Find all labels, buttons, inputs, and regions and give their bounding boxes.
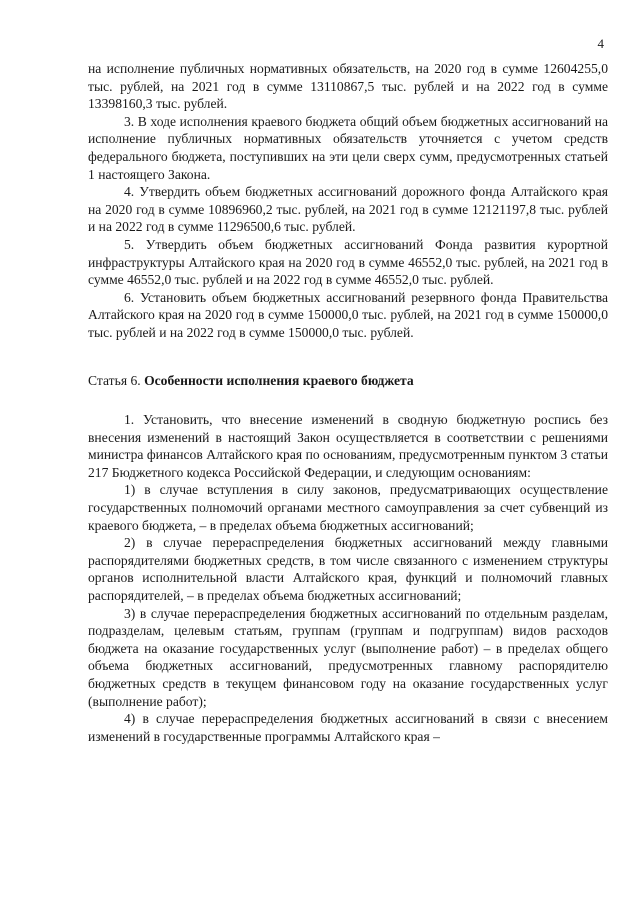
paragraph-subitem-1: 1) в случае вступления в силу законов, предусматривающих осуществление государственных полномочий органами местного самоуправления за счет субвенций из краевого бюджета, – в пределах объема бюджетных ассигнований; (88, 482, 608, 533)
paragraph-article-6-item-1: 1. Установить, что внесение изменений в сводную бюджетную роспись без внесения изменений в настоящий Закон осуществляется в соответствии с решениями министра финансов Алтайского края по основаниям, предусмотренным пунктом 3 статьи 217 Бюджетного кодекса Российской Федерации, и следующим основаниям: (88, 412, 608, 480)
page-number: 4 (597, 36, 604, 51)
paragraph-item-3: 3. В ходе исполнения краевого бюджета общий объем бюджетных ассигнований на исполнение публичных нормативных обязательств уточняется с учетом средств федерального бюджета, поступивших на эти цели сверх сумм, предусмотренных статьей 1 настоящего Закона. (88, 113, 608, 182)
article-prefix: Статья 6. (88, 372, 141, 388)
paragraph-item-5: 5. Утвердить объем бюджетных ассигнований Фонда развития курортной инфраструктуры Алтайского края на 2020 год в сумме 46552,0 тыс. рублей, на 2021 год в сумме 46552,0 тыс. рублей и на 2022 год в сумме 46552,0 тыс. рублей. (88, 236, 608, 288)
paragraph-subitem-4: 4) в случае перераспределения бюджетных ассигнований в связи с внесением изменений в государственные программы Алтайского края – (88, 711, 608, 744)
document-body (88, 60, 608, 745)
paragraph-item-4: 4. Утвердить объем бюджетных ассигнований дорожного фонда Алтайского края на 2020 год в сумме 10896960,2 тыс. рублей, на 2021 год в сумме 12121197,8 тыс. рублей и на 2022 год в сумме 11296500,6 тыс. рублей. (88, 184, 608, 235)
article-heading (88, 372, 608, 390)
paragraph-subitem-3: 3) в случае перераспределения бюджетных ассигнований по отдельным разделам, подразделам, целевым статьям, группам (группам и подгруппам) видов расходов бюджета на оказание государственных услуг (выполнение работ) – в пределах общего объема бюджетных ассигнований, предусмотренных главному распорядителю бюджетных средств в текущем финансовом году на оказание государственных услуг (выполнение работ); (88, 605, 608, 709)
article-title: Особенности исполнения краевого бюджета (144, 372, 414, 388)
paragraph-item-6: 6. Установить объем бюджетных ассигнований резервного фонда Правительства Алтайского края на 2020 год в сумме 150000,0 тыс. рублей, на 2021 год в сумме 150000,0 тыс. рублей и на 2022 год в сумме 150000,0 тыс. рублей. (88, 289, 608, 340)
paragraph-subitem-2: 2) в случае перераспределения бюджетных ассигнований между главными распорядителями бюджетных средств, в том числе связанного с изменением структуры органов исполнительной власти Алтайского края, функций и полномочий главных распорядителей, – в пределах объема бюджетных ассигнований; (88, 535, 608, 604)
paragraph-continuation: на исполнение публичных нормативных обязательств, на 2020 год в сумме 12604255,0 тыс. рублей, на 2021 год в сумме 13110867,5 тыс. рублей и на 2022 год в сумме 13398160,3 тыс. рублей. (88, 61, 608, 112)
